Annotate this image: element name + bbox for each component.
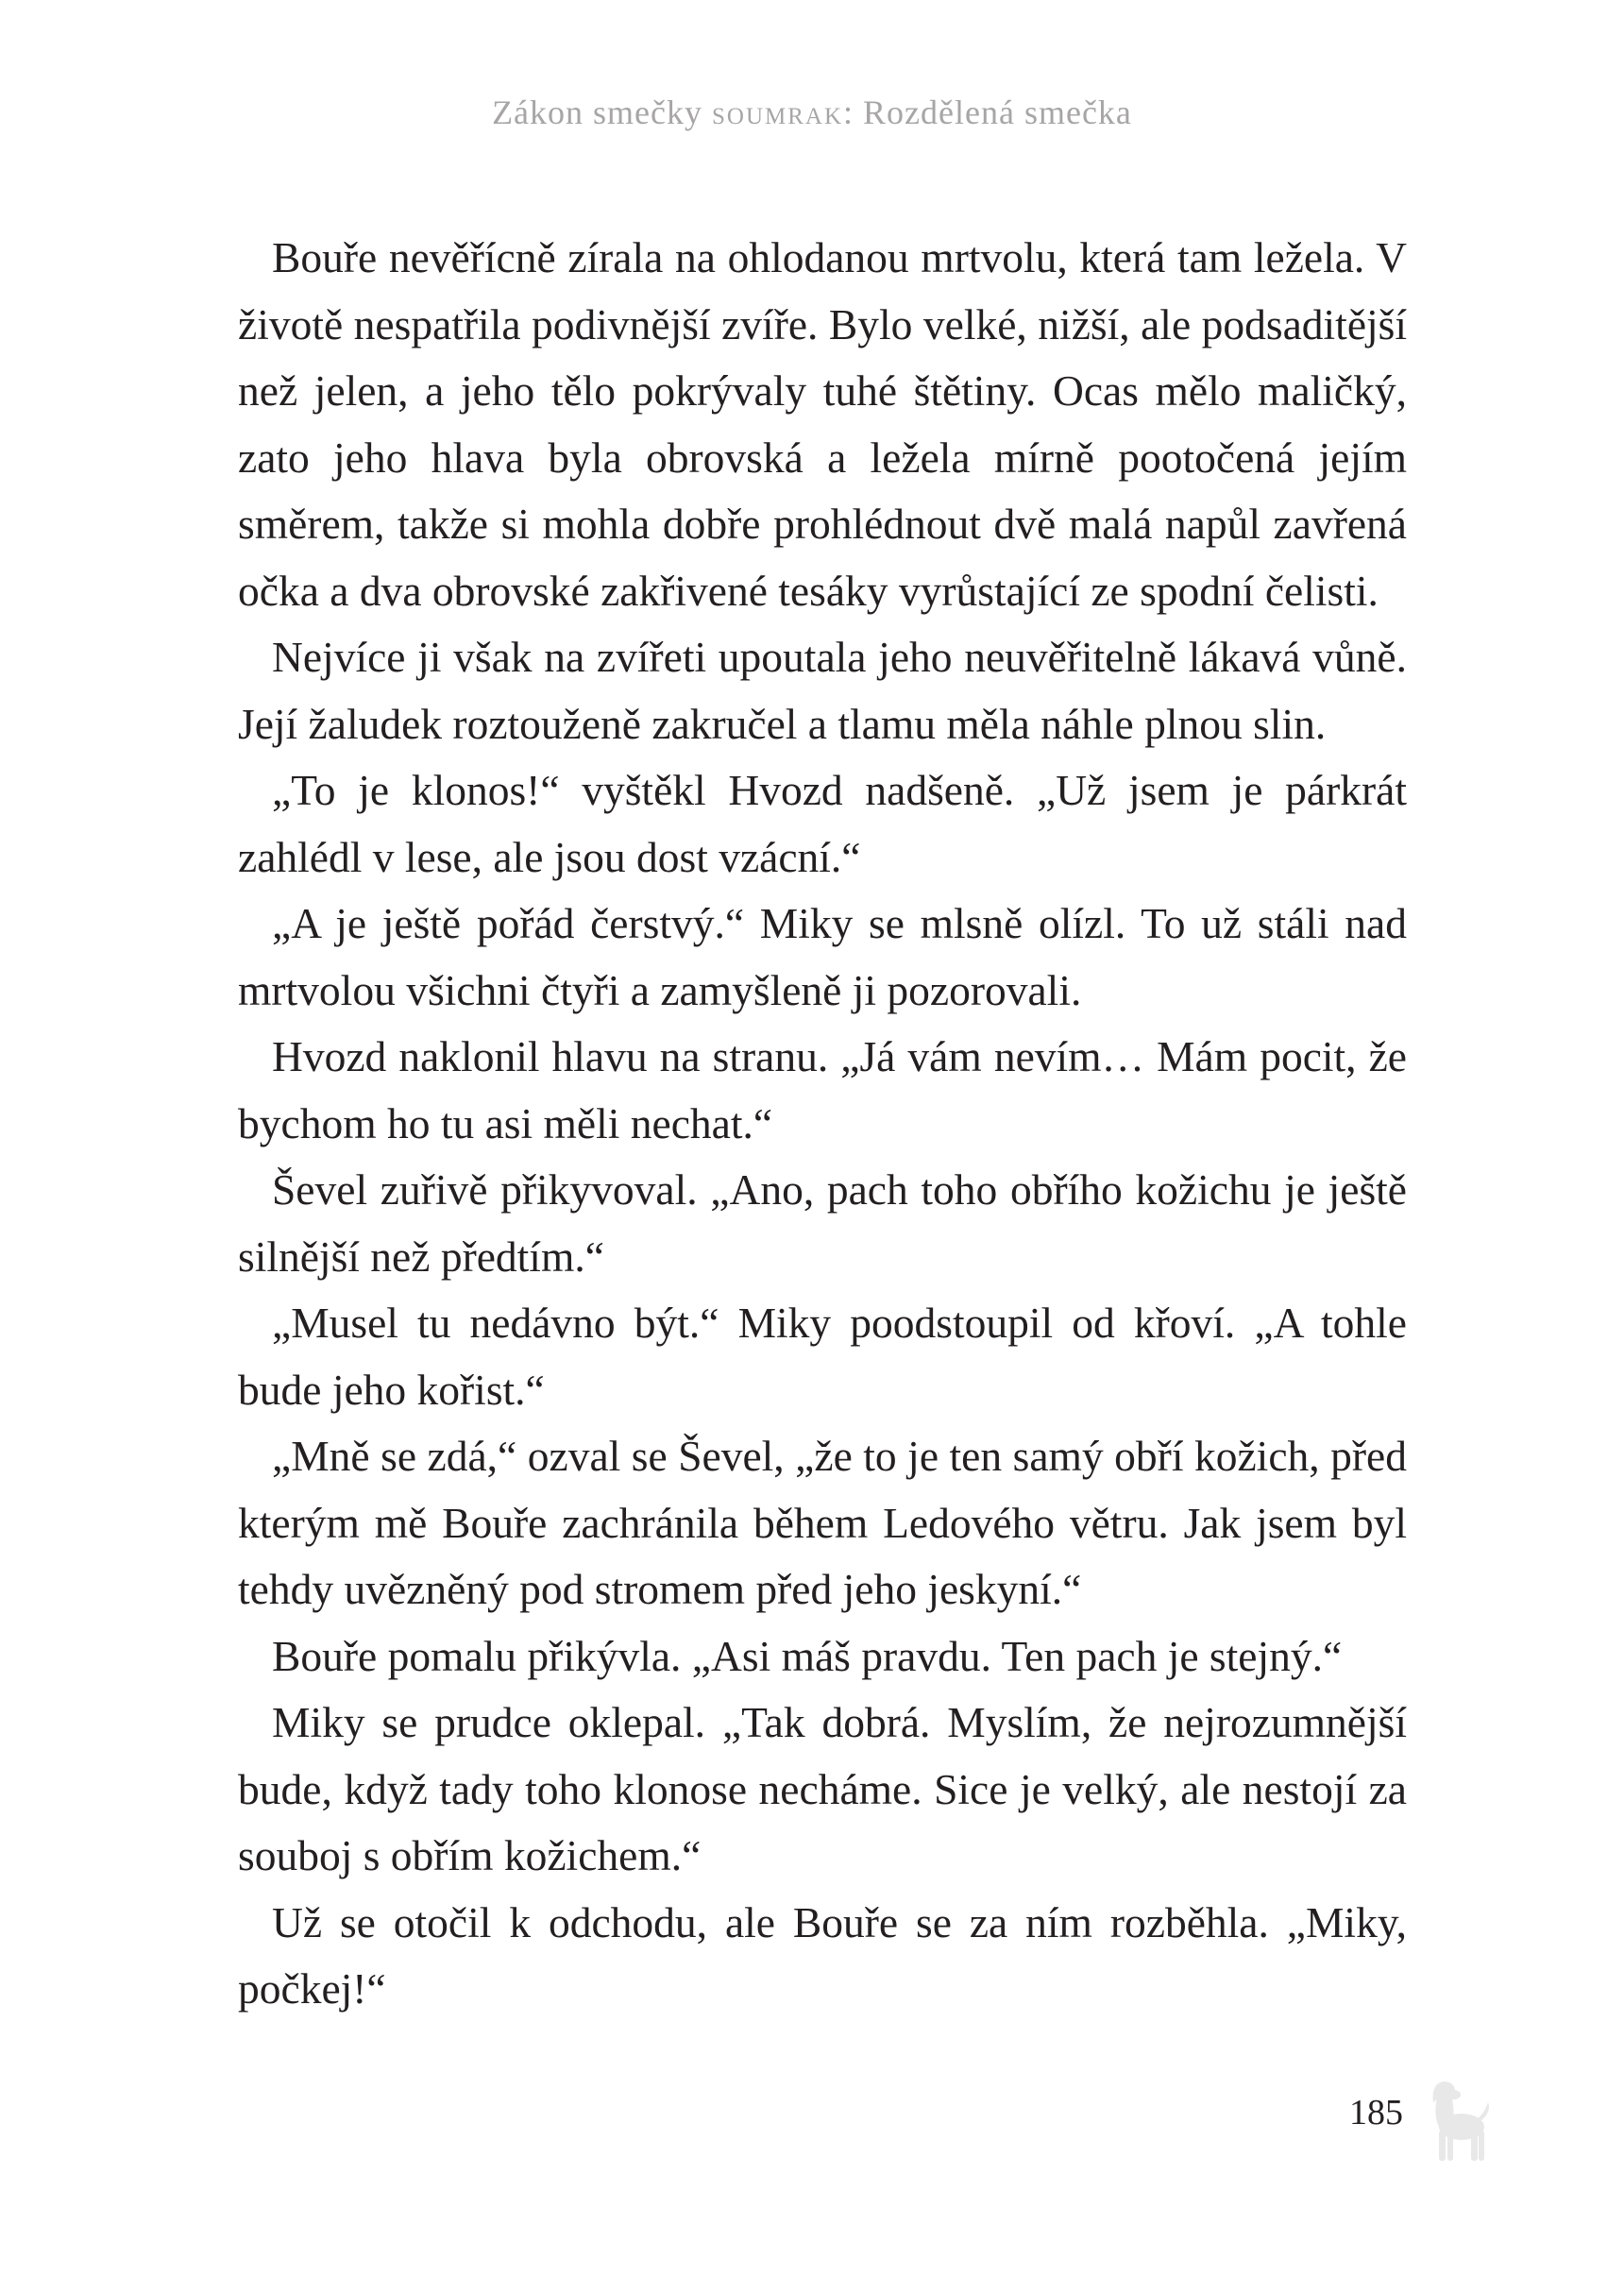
paragraph: Nejvíce ji však na zvířeti upoutala jeho neuvěřitelně lákavá vůně. Její žaludek roztouženě zakručel a tlamu měla náhle plnou slin.: [238, 633, 1407, 748]
paragraph: Bouře nevěřícně zírala na ohlodanou mrtvolu, která tam ležela. V životě nespatřila podivnější zvíře. Bylo velké, nižší, ale podsaditější než jelen, a jeho tělo pokrývaly tuhé štětiny. Ocas mělo maličký, zato jeho hlava byla obrovská a ležela mírně pootočená jejím směrem, takže si mohla dobře prohlédnout dvě malá napůl zavřená očka a dva obrovské zakřivené tesáky vyrůstající ze spodní čelisti.: [238, 233, 1407, 615]
paragraph: „Musel tu nedávno být.“ Miky poodstoupil od křoví. „A tohle bude jeho kořist.“: [238, 1299, 1407, 1414]
paragraph: „To je klonos!“ vyštěkl Hvozd nadšeně. „Už jsem je párkrát zahlédl v lese, ale jsou dost vzácní.“: [238, 766, 1407, 881]
running-header: [0, 93, 1624, 132]
book-title: Zákon smečky: [492, 93, 712, 131]
page-body: [238, 225, 1407, 2023]
paragraph: Ševel zuřivě přikyvoval. „Ano, pach toho obřího kožichu je ještě silnější než předtím.“: [238, 1165, 1407, 1281]
dog-silhouette-icon: [1426, 2078, 1494, 2165]
paragraph: Bouře pomalu přikývla. „Asi máš pravdu. Ten pach je stejný.“: [272, 1631, 1343, 1680]
page-number: 185: [1349, 2093, 1403, 2133]
paragraph: „A je ještě pořád čerstvý.“ Miky se mlsně olízl. To už stáli nad mrtvolou všichni čtyři a zamyšleně ji pozorovali.: [238, 899, 1407, 1014]
series-name: soumrak: [712, 93, 844, 131]
book-subtitle: : Rozdělená smečka: [843, 93, 1132, 131]
paragraph: Hvozd naklonil hlavu na stranu. „Já vám nevím… Mám pocit, že bychom ho tu asi měli nechat.“: [238, 1032, 1407, 1147]
paragraph: „Mně se zdá,“ ozval se Ševel, „že to je ten samý obří kožich, před kterým mě Bouře zachránila během Ledového větru. Jak jsem byl tehdy uvězněný pod stromem před jeho jeskyní.“: [238, 1432, 1407, 1613]
paragraph: Miky se prudce oklepal. „Tak dobrá. Myslím, že nejrozumnější bude, když tady toho klonose necháme. Sice je velký, ale nestojí za souboj s obřím kožichem.“: [238, 1698, 1407, 1879]
paragraph: Už se otočil k odchodu, ale Bouře se za ním rozběhla. „Miky, počkej!“: [238, 1897, 1407, 2013]
